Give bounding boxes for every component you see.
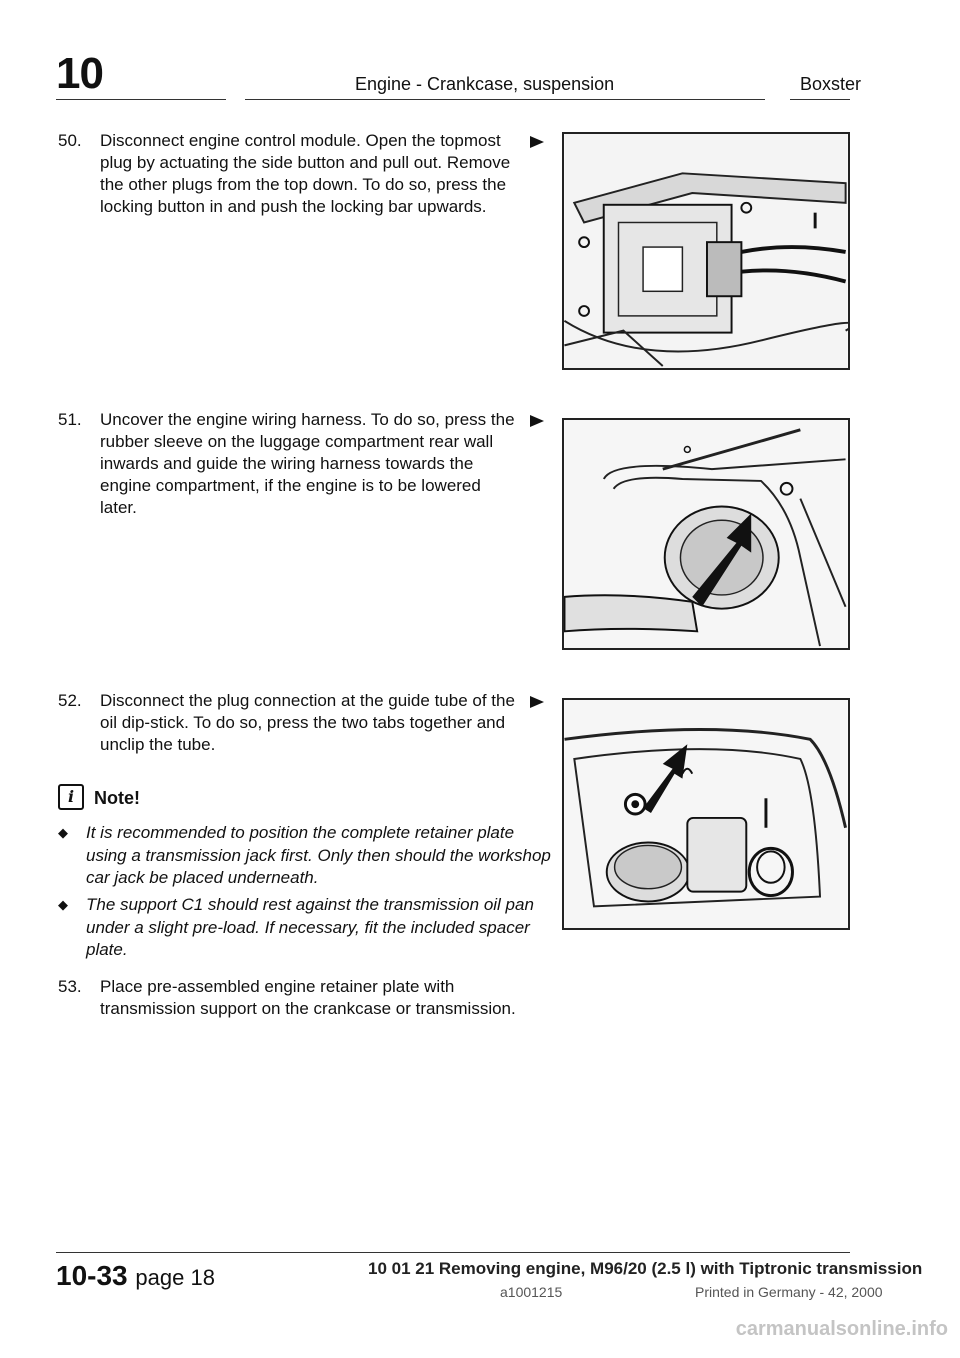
step-number: 51. bbox=[58, 410, 82, 429]
step-number: 53. bbox=[58, 977, 82, 996]
figure-pointer-icon bbox=[530, 696, 544, 708]
note-bullet-text: The support C1 should rest against the transmission oil pan under a slight pre-load. If necessary, fit the included spacer plate. bbox=[86, 895, 534, 959]
diamond-bullet-icon: ◆ bbox=[58, 825, 68, 840]
page-label: page 18 bbox=[135, 1265, 215, 1290]
header-rule-left bbox=[56, 99, 226, 100]
note-bullet-text: It is recommended to position the complete retainer plate using a transmission jack first. Only then should the workshop car jack be placed underneath. bbox=[86, 823, 551, 887]
step-text: Uncover the engine wiring harness. To do so, press the rubber sleeve on the luggage compartment rear wall inwards and guide the wiring harness towards the engine compartment, if the engine is to be lowered later. bbox=[100, 410, 515, 517]
header-rule-center bbox=[245, 99, 765, 100]
figure-oil-dipstick-guide-tube bbox=[562, 698, 850, 930]
chapter-number: 10 bbox=[56, 49, 103, 98]
figure-wiring-harness-sleeve bbox=[562, 418, 850, 650]
page-code: 10-33 bbox=[56, 1260, 128, 1291]
print-info: Printed in Germany - 42, 2000 bbox=[695, 1284, 883, 1300]
step-number: 52. bbox=[58, 691, 82, 710]
footer-title: 10 01 21 Removing engine, M96/20 (2.5 l) with Tiptronic transmission bbox=[368, 1259, 923, 1278]
info-icon: i bbox=[58, 784, 84, 810]
model-name: Boxster bbox=[800, 74, 862, 94]
document-code: a1001215 bbox=[500, 1284, 563, 1300]
step-number: 50. bbox=[58, 131, 82, 150]
step-text: Place pre-assembled engine retainer plate with transmission support on the crankcase or transmission. bbox=[100, 977, 516, 1018]
watermark: carmanualsonline.info bbox=[735, 1318, 948, 1340]
figure-engine-control-module bbox=[562, 132, 850, 370]
page-number bbox=[56, 1260, 215, 1292]
figure-pointer-icon bbox=[530, 136, 544, 148]
diamond-bullet-icon: ◆ bbox=[58, 897, 68, 912]
step-text: Disconnect the plug connection at the guide tube of the oil dip-stick. To do so, press the two tabs together and unclip the tube. bbox=[100, 691, 515, 754]
figure-pointer-icon bbox=[530, 415, 544, 427]
step-text: Disconnect engine control module. Open the topmost plug by actuating the side button and pull out. Remove the other plugs from the top down. To do so, press the locking button in and push the locking bar upwards. bbox=[100, 131, 511, 216]
header-rule-right bbox=[790, 99, 850, 100]
footer-rule bbox=[56, 1252, 850, 1253]
section-title: Engine - Crankcase, suspension bbox=[355, 74, 615, 94]
note-label: Note! bbox=[94, 788, 140, 808]
